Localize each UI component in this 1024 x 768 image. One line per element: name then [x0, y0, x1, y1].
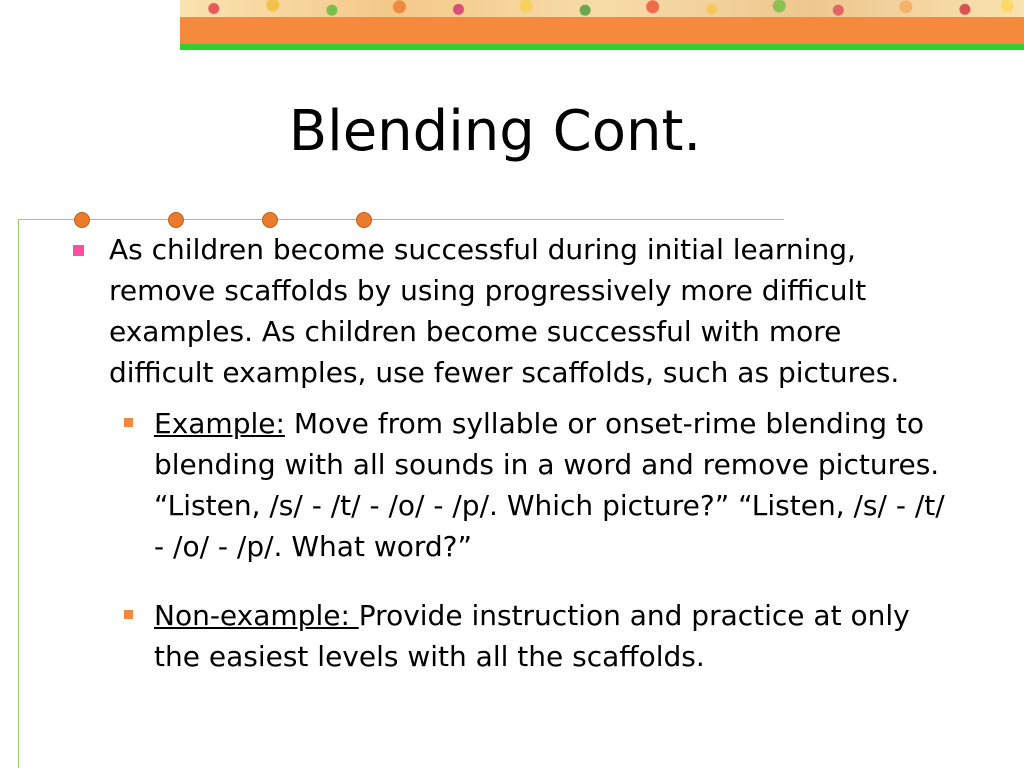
- non-example-text: Provide instruction and practice at only the easiest levels with all the scaffolds.: [154, 599, 910, 673]
- orange-dot-1: [74, 212, 90, 228]
- decorative-flower-banner: [180, 0, 1024, 17]
- header-green-bar: [180, 44, 1024, 50]
- square-bullet-icon: [124, 610, 133, 619]
- bullet-main-text: As children become successful during initial learning, remove scaffolds by using progressively more difficult examples. As children become successful with more difficult examples, use fewer scaffolds, such as pictures.: [109, 233, 900, 389]
- header-orange-bar: [180, 17, 1024, 44]
- non-example-label: Non-example:: [154, 599, 359, 632]
- slide-body: [70, 229, 950, 705]
- square-bullet-icon: [124, 418, 133, 427]
- bullet-example: [154, 403, 950, 567]
- bullet-main: [70, 229, 950, 393]
- square-bullet-icon: [73, 245, 84, 256]
- orange-dot-4: [356, 212, 372, 228]
- orange-dot-2: [168, 212, 184, 228]
- example-label: Example:: [154, 407, 285, 440]
- divider-horizontal: [18, 219, 784, 220]
- orange-dot-3: [262, 212, 278, 228]
- example-text: Move from syllable or onset-rime blending to blending with all sounds in a word and remove pictures. “Listen, /s/ - /t/ - /o/ - /p/. Which picture?” “Listen, /s/ - /t/ - /o/ - /p/. What word?”: [154, 407, 945, 563]
- bullet-non-example: [154, 595, 950, 677]
- divider-vertical: [18, 219, 19, 768]
- slide-title: Blending Cont.: [288, 99, 702, 164]
